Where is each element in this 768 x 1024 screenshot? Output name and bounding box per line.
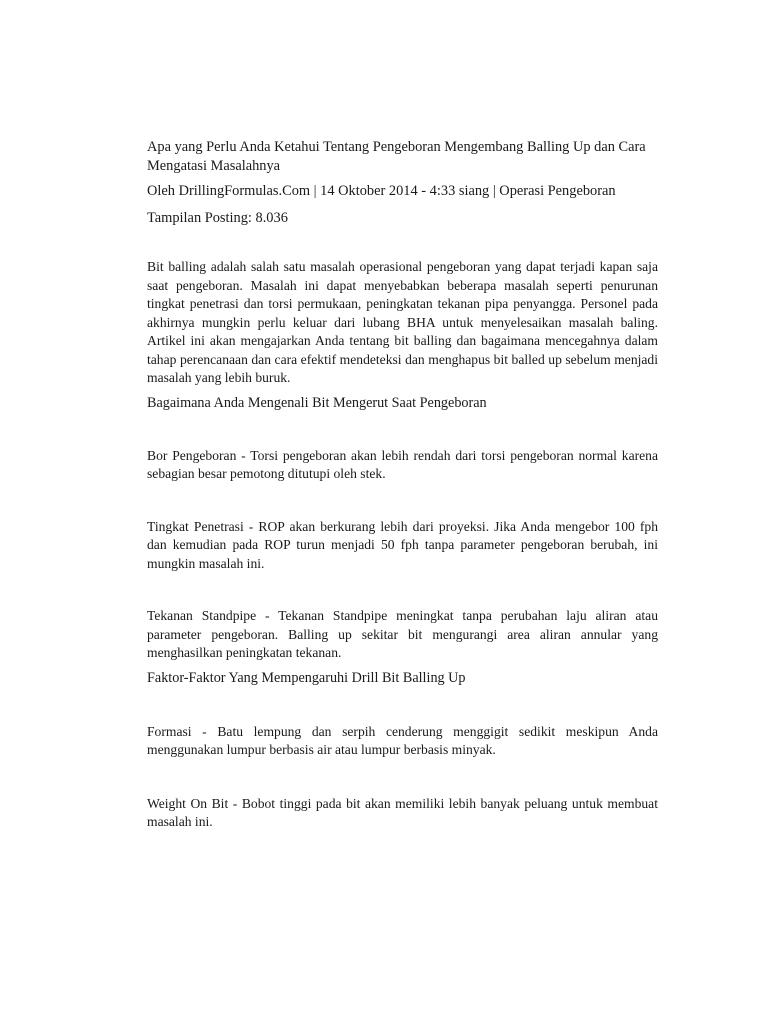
article-title: Apa yang Perlu Anda Ketahui Tentang Pengeboran Mengembang Balling Up dan Cara Mengatasi Masalahnya bbox=[147, 139, 646, 174]
list-item-formation: Formasi - Batu lempung dan serpih cenderung menggigit sedikit meskipun Anda menggunakan lumpur berbasis air atau lumpur berbasis minyak. bbox=[147, 723, 658, 757]
list-item-torque: Bor Pengeboran - Torsi pengeboran akan lebih rendah dari torsi pengeboran normal karena sebagian besar pemotong ditutupi oleh stek. bbox=[147, 447, 658, 481]
list-item-rop: Tingkat Penetrasi - ROP akan berkurang lebih dari proyeksi. Jika Anda mengebor 100 fph dan kemudian pada ROP turun menjadi 50 fph tanpa parameter pengeboran berubah, ini mungkin masalah ini. bbox=[147, 518, 658, 571]
spacer bbox=[147, 484, 658, 518]
post-views: Tampilan Posting: 8.036 bbox=[147, 210, 288, 226]
intro-paragraph: Bit balling adalah salah satu masalah operasional pengeboran yang dapat terjadi kapan saja saat pengeboran. Masalah ini dapat menyebabkan beberapa masalah seperti penurunan tingkat penetrasi dan torsi permukaan, peningkatan tekanan pipa penyangga. Personel pada akhirnya mungkin perlu keluar dari lubang BHA untuk menyelesaikan masalah baling. Artikel ini akan mengajarkan Anda tentang bit balling dan bagaimana mencegahnya dalam tahap perencanaan dan cara efektif mendeteksi dan menghapus bit balled up sebelum menjadi masalah yang lebih buruk. bbox=[147, 259, 658, 385]
list-item-standpipe: Tekanan Standpipe - Tekanan Standpipe meningkat tanpa perubahan laju aliran atau parameter pengeboran. Balling up sekitar bit mengurangi area aliran annular yang menghasilkan peningkatan tekanan. bbox=[147, 608, 658, 660]
spacer bbox=[147, 688, 658, 723]
section-heading-recognize: Bagaimana Anda Mengenali Bit Mengerut Saat Pengeboran bbox=[147, 394, 487, 411]
spacer bbox=[147, 760, 658, 795]
spacer bbox=[147, 413, 658, 447]
section-heading-factors: Faktor-Faktor Yang Mempengaruhi Drill Bit Balling Up bbox=[147, 669, 466, 686]
list-item-weight-on-bit: Weight On Bit - Bobot tinggi pada bit akan memiliki lebih banyak peluang untuk membuat masalah ini. bbox=[147, 795, 658, 829]
document-page bbox=[147, 138, 658, 832]
article-meta: Oleh DrillingFormulas.Com | 14 Oktober 2014 - 4:33 siang | Operasi Pengeboran bbox=[147, 183, 616, 199]
spacer bbox=[147, 573, 658, 607]
